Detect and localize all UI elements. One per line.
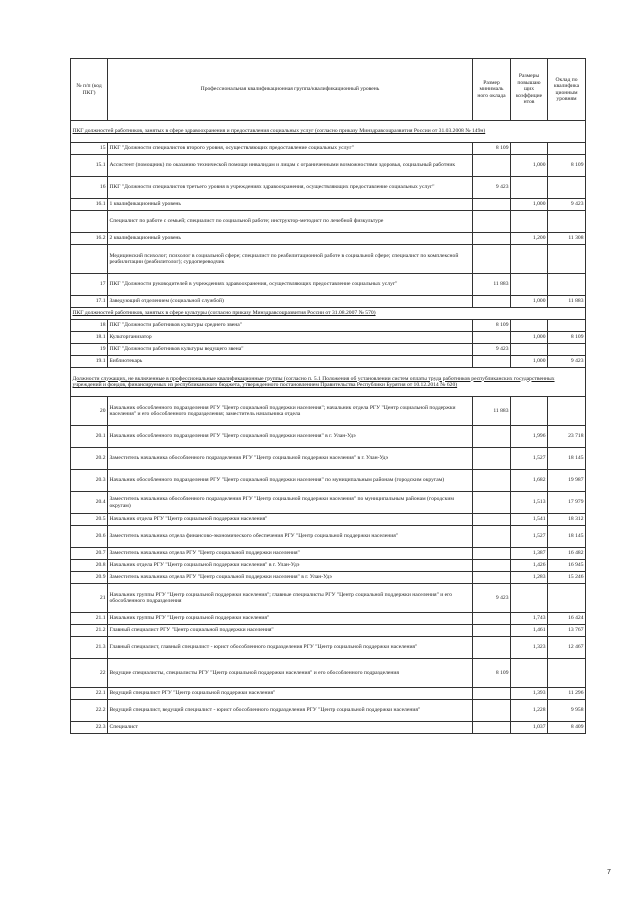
table-row (71, 470, 586, 492)
section-title: ПКГ должностей работников, занятых в сфере культуры (согласно приказу Минздравсоцразвития России от 31.08.2007 № 570) (71, 308, 586, 320)
table-row (71, 492, 586, 514)
row-name: Медицинский психолог; психолог в социальной сфере; специалист по реабилитационной работе в социальной сфере; специалист по комплексной реабилитации (реабилитолог); сурдопереводчик (108, 245, 473, 274)
row-base-salary (473, 625, 511, 637)
row-base-salary: 8 109 (473, 320, 511, 332)
row-code (71, 245, 108, 274)
row-salary: 11 883 (548, 296, 586, 308)
header-coefficient: Размеры повышаю щих коэффицие нтов (511, 59, 548, 121)
row-base-salary (473, 560, 511, 572)
row-name: Главный специалист, главный специалист - юрист обособленного подразделения РГУ "Центр социальной поддержки населения" (108, 637, 473, 659)
row-coefficient: 1,323 (511, 637, 548, 659)
row-salary: 8 109 (548, 332, 586, 344)
section-row (71, 368, 586, 397)
row-code: 20.8 (71, 560, 108, 572)
row-coefficient (511, 320, 548, 332)
row-salary: 17 979 (548, 492, 586, 514)
row-base-salary (473, 211, 511, 233)
row-code: 15 (71, 143, 108, 155)
row-name: Заместитель начальника отдела РГУ "Центр социальной поддержки населения" в г. Улан-Удэ (108, 572, 473, 584)
table-row (71, 548, 586, 560)
row-code: 20.3 (71, 470, 108, 492)
row-code: 20 (71, 397, 108, 426)
row-code: 17.1 (71, 296, 108, 308)
row-base-salary (473, 572, 511, 584)
row-code: 21.3 (71, 637, 108, 659)
row-name: ПКГ "Должности работников культуры ведущего звена" (108, 344, 473, 356)
row-salary: 13 767 (548, 625, 586, 637)
table-row (71, 526, 586, 548)
row-coefficient: 1,996 (511, 426, 548, 448)
row-name: Начальник отдела РГУ "Центр социальной поддержки населения" в г. Улан-Удэ (108, 560, 473, 572)
row-coefficient (511, 211, 548, 233)
row-name: Заместитель начальника отдела РГУ "Центр социальной поддержки населения" (108, 548, 473, 560)
row-base-salary: 11 883 (473, 274, 511, 296)
row-name: Заместитель начальника обособленного подразделения РГУ "Центр социальной поддержки населения" в г. Улан-Удэ (108, 448, 473, 470)
row-salary: 9 423 (548, 199, 586, 211)
row-name: ПКГ "Должности специалистов второго уровня, осуществляющих предоставление социальных услуг" (108, 143, 473, 155)
table-row (71, 584, 586, 613)
row-name: 1 квалификационный уровень (108, 199, 473, 211)
row-coefficient (511, 177, 548, 199)
table-row (71, 659, 586, 688)
row-base-salary (473, 613, 511, 625)
row-base-salary (473, 448, 511, 470)
table-row (71, 344, 586, 356)
row-coefficient: 1,037 (511, 722, 548, 734)
row-salary (548, 320, 586, 332)
row-name: Заместитель начальника обособленного подразделения РГУ "Центр социальной поддержки населения" по муниципальным районам (городским округам) (108, 492, 473, 514)
row-base-salary (473, 245, 511, 274)
row-name: Начальник группы РГУ "Центр социальной поддержки населения"; главные специалисты РГУ "Центр социальной поддержки населения" и его обособленного подразделения (108, 584, 473, 613)
row-coefficient (511, 344, 548, 356)
row-coefficient (511, 659, 548, 688)
section-title: ПКГ должностей работников, занятых в сфере здравоохранения и предоставления социальных услуг (согласно приказу Минздравсоцразвития России от 31.03.2008 № 149н) (71, 121, 586, 143)
row-base-salary (473, 722, 511, 734)
row-salary: 11 296 (548, 688, 586, 700)
row-code: 20.1 (71, 426, 108, 448)
header-base-salary: Размер минималь ного оклада (473, 59, 511, 121)
row-base-salary (473, 548, 511, 560)
row-name: Главный специалист РГУ "Центр социальной поддержки населения" (108, 625, 473, 637)
table-row (71, 155, 586, 177)
row-salary: 12 467 (548, 637, 586, 659)
row-name: ПКГ "Должности руководителей в учреждениях здравоохранения, осуществляющих предоставление социальных услуг" (108, 274, 473, 296)
row-salary (548, 245, 586, 274)
table-row (71, 688, 586, 700)
row-code: 18 (71, 320, 108, 332)
row-code: 22.2 (71, 700, 108, 722)
row-salary: 16 482 (548, 548, 586, 560)
row-salary: 15 246 (548, 572, 586, 584)
row-name: Ведущий специалист, ведущий специалист - юрист обособленного подразделения РГУ "Центр социальной поддержки населения" (108, 700, 473, 722)
row-salary: 18 145 (548, 448, 586, 470)
table-row (71, 199, 586, 211)
row-code: 17 (71, 274, 108, 296)
row-name: Начальник отдела РГУ "Центр социальной поддержки населения" (108, 514, 473, 526)
table-row (71, 572, 586, 584)
row-code: 19.1 (71, 356, 108, 368)
row-code: 20.7 (71, 548, 108, 560)
header-group-name: Профессиональная квалификационная группа/квалификационный уровень (108, 59, 473, 121)
row-base-salary (473, 470, 511, 492)
table-row (71, 320, 586, 332)
row-code (71, 211, 108, 233)
row-coefficient (511, 584, 548, 613)
table-row (71, 700, 586, 722)
table-row (71, 274, 586, 296)
row-salary (548, 584, 586, 613)
row-salary (548, 274, 586, 296)
row-coefficient: 1,000 (511, 356, 548, 368)
row-name: Культорганизатор (108, 332, 473, 344)
row-base-salary (473, 492, 511, 514)
row-coefficient: 1,426 (511, 560, 548, 572)
row-name: ПКГ "Должности специалистов третьего уровня в учреждениях здравоохранения, осуществляющих предоставление социальных услуг" (108, 177, 473, 199)
table-row (71, 211, 586, 233)
table-row (71, 613, 586, 625)
row-salary: 11 308 (548, 233, 586, 245)
row-base-salary (473, 700, 511, 722)
row-code: 20.6 (71, 526, 108, 548)
row-code: 22 (71, 659, 108, 688)
row-coefficient (511, 397, 548, 426)
row-base-salary: 8 109 (473, 143, 511, 155)
row-coefficient (511, 274, 548, 296)
row-code: 20.5 (71, 514, 108, 526)
row-coefficient: 1,743 (511, 613, 548, 625)
table-row (71, 356, 586, 368)
row-coefficient: 1,200 (511, 233, 548, 245)
row-code: 16.1 (71, 199, 108, 211)
table-row (71, 625, 586, 637)
row-salary: 23 718 (548, 426, 586, 448)
row-base-salary (473, 356, 511, 368)
row-code: 20.2 (71, 448, 108, 470)
row-salary (548, 659, 586, 688)
row-code: 22.1 (71, 688, 108, 700)
table-row (71, 177, 586, 199)
row-coefficient: 1,393 (511, 688, 548, 700)
row-base-salary (473, 155, 511, 177)
row-code: 16 (71, 177, 108, 199)
row-code: 15.1 (71, 155, 108, 177)
row-coefficient: 1,527 (511, 448, 548, 470)
row-base-salary (473, 332, 511, 344)
row-base-salary (473, 526, 511, 548)
row-coefficient: 1,283 (511, 572, 548, 584)
row-name: Библиотекарь (108, 356, 473, 368)
table-row (71, 397, 586, 426)
row-code: 20.9 (71, 572, 108, 584)
row-code: 22.3 (71, 722, 108, 734)
row-name: Специалист (108, 722, 473, 734)
page-number: 7 (607, 869, 611, 876)
row-base-salary (473, 426, 511, 448)
header-code: № п/п (код ПКГ) (71, 59, 108, 121)
row-base-salary: 8 109 (473, 659, 511, 688)
section-title: Должности служащих, не включенные в профессиональные квалификационные группы (согласно п. 5.1 Положения об установлении систем оплаты труда работников республиканских государственных учреждений и фондов, финансируемых из республиканского бюджета, утвержденного постановлением Правительства Республики Бурятия от 10.12.2014 № 620) (71, 368, 586, 397)
section-row (71, 308, 586, 320)
row-code: 20.4 (71, 492, 108, 514)
row-coefficient: 1,461 (511, 625, 548, 637)
row-salary: 18 312 (548, 514, 586, 526)
row-base-salary: 9 423 (473, 584, 511, 613)
row-name: Начальник группы РГУ "Центр социальной поддержки населения" (108, 613, 473, 625)
table-row (71, 448, 586, 470)
row-salary (548, 143, 586, 155)
row-salary: 8 109 (548, 155, 586, 177)
row-name: 2 квалификационный уровень (108, 233, 473, 245)
row-salary (548, 344, 586, 356)
row-base-salary: 9 423 (473, 344, 511, 356)
salary-table (70, 58, 586, 734)
row-coefficient: 1,000 (511, 296, 548, 308)
table-row (71, 722, 586, 734)
row-coefficient (511, 143, 548, 155)
row-coefficient: 1,682 (511, 470, 548, 492)
table-row (71, 637, 586, 659)
row-coefficient: 1,228 (511, 700, 548, 722)
row-salary: 8 409 (548, 722, 586, 734)
row-coefficient: 1,000 (511, 332, 548, 344)
row-base-salary (473, 688, 511, 700)
row-coefficient: 1,541 (511, 514, 548, 526)
table-row (71, 233, 586, 245)
table-header (71, 59, 586, 121)
row-name: ПКГ "Должности работников культуры среднего звена" (108, 320, 473, 332)
row-base-salary: 9 423 (473, 177, 511, 199)
row-salary: 19 987 (548, 470, 586, 492)
row-name: Начальник обособленного подразделения РГУ "Центр социальной поддержки населения"; начальник отдела РГУ "Центр социальной поддержки населения" и его обособленного подразделения; заместитель начальника отдела (108, 397, 473, 426)
table-row (71, 514, 586, 526)
row-salary (548, 397, 586, 426)
row-coefficient: 1,387 (511, 548, 548, 560)
row-base-salary (473, 233, 511, 245)
row-code: 16.2 (71, 233, 108, 245)
row-salary: 16 945 (548, 560, 586, 572)
table-row (71, 245, 586, 274)
header-salary-level: Оклад по квалифика ционным уровням (548, 59, 586, 121)
row-salary: 9 423 (548, 356, 586, 368)
row-base-salary (473, 296, 511, 308)
table-row (71, 560, 586, 572)
row-code: 21.2 (71, 625, 108, 637)
row-name: Специалист по работе с семьей; специалист по социальной работе; инструктор-методист по лечебной физкультуре (108, 211, 473, 233)
row-coefficient: 1,000 (511, 199, 548, 211)
row-code: 21.1 (71, 613, 108, 625)
row-coefficient: 1,527 (511, 526, 548, 548)
row-base-salary (473, 199, 511, 211)
row-name: Ассистент (помощник) по оказанию технической помощи инвалидам и лицам с ограниченными возможностями здоровья, социальный работник (108, 155, 473, 177)
row-name: Заведующий отделением (социальной службой) (108, 296, 473, 308)
section-row (71, 121, 586, 143)
row-salary (548, 211, 586, 233)
row-name: Ведущие специалисты, специалисты РГУ "Центр социальной поддержки населения" и его обособленного подразделения (108, 659, 473, 688)
row-salary: 18 145 (548, 526, 586, 548)
row-name: Начальник обособленного подразделения РГУ "Центр социальной поддержки населения" по муниципальным районам (городским округам) (108, 470, 473, 492)
table-row (71, 426, 586, 448)
row-name: Заместитель начальника отдела финансово-экономического обеспечения РГУ "Центр социальной поддержки населения" (108, 526, 473, 548)
table-body (71, 121, 586, 734)
row-code: 19 (71, 344, 108, 356)
row-salary (548, 177, 586, 199)
row-name: Ведущий специалист РГУ "Центр социальной поддержки населения" (108, 688, 473, 700)
row-salary: 9 958 (548, 700, 586, 722)
table-row (71, 143, 586, 155)
row-code: 18.1 (71, 332, 108, 344)
row-coefficient: 1,000 (511, 155, 548, 177)
row-name: Начальник обособленного подразделения РГУ "Центр социальной поддержки населения" в г. Улан-Удэ (108, 426, 473, 448)
row-base-salary (473, 514, 511, 526)
row-coefficient (511, 245, 548, 274)
row-salary: 16 424 (548, 613, 586, 625)
table-row (71, 296, 586, 308)
row-code: 21 (71, 584, 108, 613)
row-coefficient: 1,513 (511, 492, 548, 514)
row-base-salary (473, 637, 511, 659)
table-row (71, 332, 586, 344)
row-base-salary: 11 883 (473, 397, 511, 426)
